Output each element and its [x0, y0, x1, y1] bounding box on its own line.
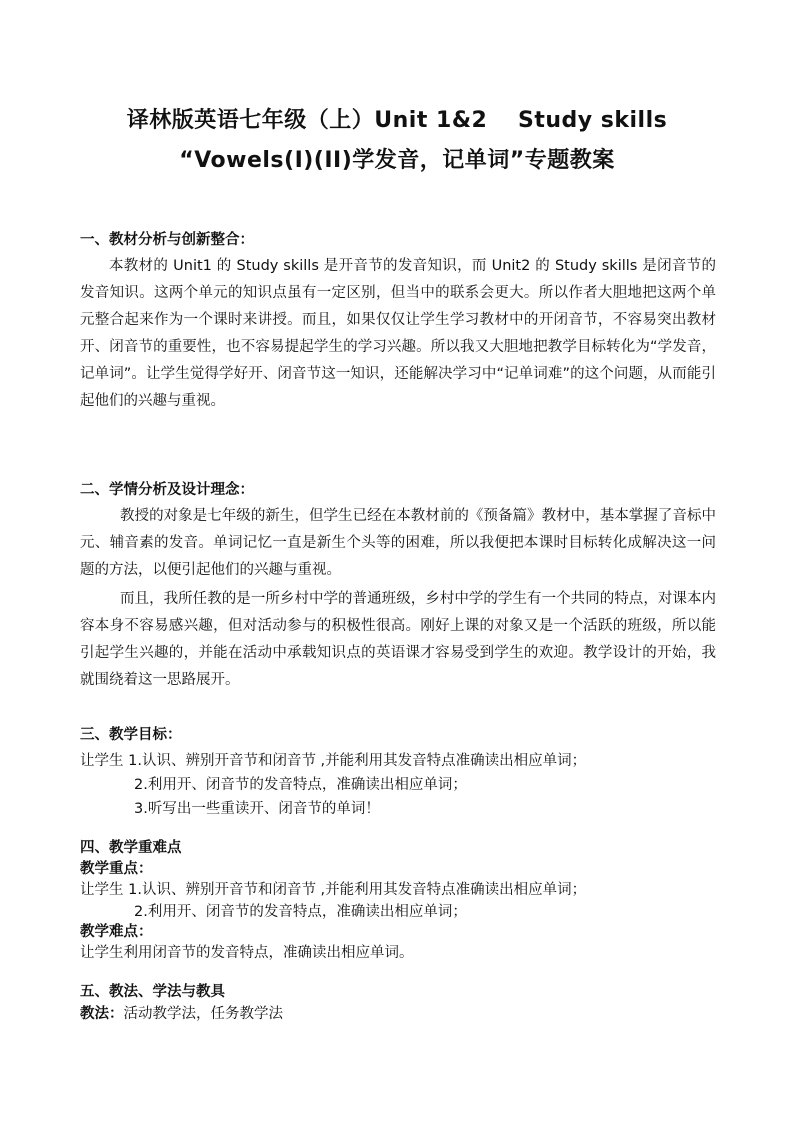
- section-1-heading: 一、教材分析与创新整合：: [80, 232, 254, 248]
- section-5-heading: 五、教法、学法与教具: [80, 984, 225, 1000]
- method-text: 活动教学法，任务教学法: [123, 1006, 283, 1022]
- difficulty-label: 教学难点：: [80, 924, 153, 940]
- section-4-heading: 四、教学重难点: [80, 840, 182, 856]
- section-1-paragraph: 本教材的 Unit1 的 Study skills 是开音节的发音知识，而 Unit2 的 Study skills 是闭音节的发音知识。这两个单元的知识点虽有一定区别，但当中的联系会更大。所以作者大胆地把这两个单元整合起来作为一个课时来讲授。而且，如果仅仅让学生学习教材中的开闭音节，不容易突出教材开、闭音节的重要性，也不容易提起学生的学习兴趣。所以我又大胆地把教学目标转化为“学发音，记单词”。让学生觉得学好开、闭音节这一知识，还能解决学习中“记单词难”的这个问题，从而能引起他们的兴趣与重视。: [80, 258, 716, 409]
- goal-item-1: 让学生 1.认识、辨别开音节和闭音节 ,并能利用其发音特点准确读出相应单词；: [80, 753, 587, 769]
- doc-title-line1: 译林版英语七年级（上）Unit 1&2 Study skills: [126, 108, 668, 133]
- difficulty-1: 让学生利用闭音节的发音特点，准确读出相应单词。: [80, 945, 414, 961]
- section-3-heading: 三、教学目标：: [80, 727, 182, 743]
- key-point-1: 让学生 1.认识、辨别开音节和闭音节 ,并能利用其发音特点准确读出相应单词；: [80, 882, 587, 898]
- method-label: 教法：: [80, 1006, 124, 1022]
- goal-item-2: 2.利用开、闭音节的发音特点，准确读出相应单词；: [134, 777, 467, 793]
- section-2-paragraph-2: 而且，我所任教的是一所乡村中学的普通班级，乡村中学的学生有一个共同的特点，对课本内容本身不容易感兴趣，但对活动参与的积极性很高。刚好上课的对象又是一个活跃的班级，所以能引起学生兴趣的，并能在活动中承载知识点的英语课才容易受到学生的欢迎。教学设计的开始，我就围绕着这一思路展开。: [80, 591, 716, 688]
- section-2-heading: 二、学情分析及设计理念：: [80, 482, 254, 498]
- key-points-label: 教学重点：: [80, 861, 153, 877]
- goal-item-3: 3.听写出一些重读开、闭音节的单词！: [134, 801, 380, 817]
- key-point-2: 2.利用开、闭音节的发音特点，准确读出相应单词；: [134, 904, 467, 920]
- doc-title-line2: “Vowels(I)(II)学发音，记单词”专题教案: [179, 148, 615, 173]
- method-line: [80, 1002, 283, 1023]
- section-2-paragraph-1: 教授的对象是七年级的新生，但学生已经在本教材前的《预备篇》教材中，基本掌握了音标中元、辅音素的发音。单词记忆一直是新生个头等的困难，所以我便把本课时目标转化成解决这一问题的方法，以便引起他们的兴趣与重视。: [80, 508, 716, 578]
